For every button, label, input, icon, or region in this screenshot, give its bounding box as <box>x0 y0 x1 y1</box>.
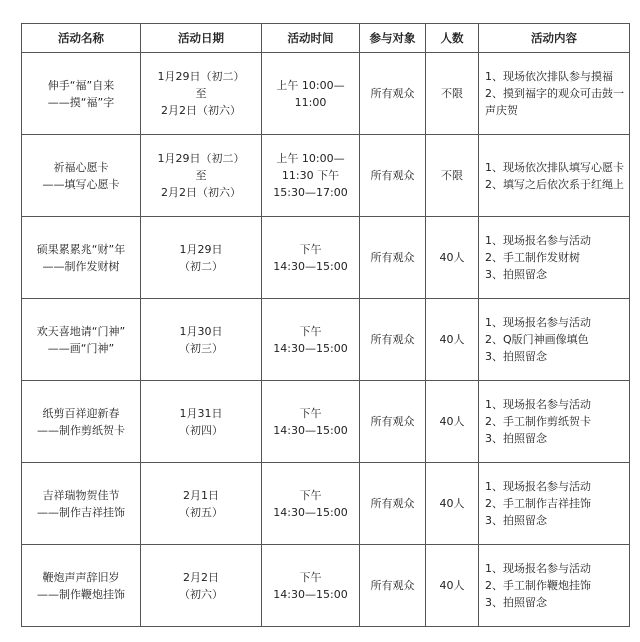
cell-activity-time-line: 下午 <box>299 406 322 420</box>
cell-content <box>479 135 630 217</box>
cell-activity-date-line: 1月31日 <box>179 406 223 420</box>
cell-activity-time <box>262 545 360 627</box>
cell-activity-date-line: 2月1日 <box>183 488 219 502</box>
cell-content <box>479 381 630 463</box>
cell-activity-name-line: ——制作剪纸贺卡 <box>37 423 125 437</box>
header-count: 人数 <box>426 24 479 53</box>
cell-activity-time <box>262 217 360 299</box>
cell-activity-name <box>22 53 141 135</box>
schedule-table-container <box>21 23 630 627</box>
table-header-row <box>22 24 630 53</box>
table-row <box>22 135 630 217</box>
cell-content-line: 2、填写之后依次系于红绳上 <box>485 177 624 191</box>
cell-activity-name-line: ——制作鞭炮挂饰 <box>37 587 125 601</box>
cell-content <box>479 545 630 627</box>
cell-content-line: 1、现场报名参与活动 <box>485 562 591 575</box>
cell-activity-date-line: 2月2日（初六） <box>161 186 241 199</box>
cell-activity-time-line: 下午 <box>299 242 322 256</box>
cell-activity-name <box>22 217 141 299</box>
cell-activity-time-line: 上午 10:00— <box>276 152 345 165</box>
cell-content-line: 3、拍照留念 <box>485 514 547 527</box>
cell-activity-date-line: （初六） <box>179 587 223 601</box>
cell-content-line: 3、拍照留念 <box>485 596 547 609</box>
header-activity-date: 活动日期 <box>141 24 262 53</box>
cell-activity-date-line: 1月30日 <box>179 324 223 338</box>
cell-audience: 所有观众 <box>360 217 426 299</box>
cell-count: 40人 <box>426 299 479 381</box>
cell-activity-date-line: （初四） <box>179 423 223 437</box>
cell-count: 不限 <box>426 53 479 135</box>
cell-activity-name-line: 欢天喜地请“门神” <box>36 324 126 338</box>
cell-audience: 所有观众 <box>360 299 426 381</box>
cell-activity-time-line: 11:00 <box>294 95 327 109</box>
cell-content <box>479 217 630 299</box>
cell-activity-name-line: ——制作吉祥挂饰 <box>37 505 125 519</box>
cell-activity-name-line: 硕果累累兆“财”年 <box>36 242 126 256</box>
cell-activity-time-line: 11:30 下午 <box>281 169 340 182</box>
cell-activity-date-line: （初三） <box>179 341 223 355</box>
cell-activity-time-line: 14:30—15:00 <box>273 259 348 273</box>
cell-activity-time-line: 下午 <box>299 324 322 338</box>
cell-activity-date-line: 至 <box>195 169 207 182</box>
cell-activity-time-line: 14:30—15:00 <box>273 423 348 437</box>
cell-audience: 所有观众 <box>360 135 426 217</box>
cell-content-line: 3、拍照留念 <box>485 268 547 281</box>
cell-content-line: 3、拍照留念 <box>485 350 547 363</box>
cell-activity-date-line: 2月2日（初六） <box>161 104 241 117</box>
cell-content-line: 2、摸到福字的观众可击鼓一 <box>485 87 624 100</box>
activity-schedule-table <box>21 23 630 627</box>
cell-audience: 所有观众 <box>360 53 426 135</box>
cell-content-line: 1、现场报名参与活动 <box>485 398 591 411</box>
cell-content <box>479 463 630 545</box>
cell-activity-name-line: 纸剪百祥迎新春 <box>42 406 120 420</box>
cell-activity-date-line: 1月29日（初二） <box>157 70 245 83</box>
cell-activity-name-line: 鞭炮声声辞旧岁 <box>42 570 120 584</box>
header-activity-name: 活动名称 <box>22 24 141 53</box>
table-row <box>22 217 630 299</box>
cell-activity-time-line: 下午 <box>299 488 322 502</box>
cell-activity-time <box>262 463 360 545</box>
cell-activity-name-line: ——画“门神” <box>47 341 115 355</box>
cell-content-line: 2、手工制作剪纸贺卡 <box>485 415 591 428</box>
header-content: 活动内容 <box>479 24 630 53</box>
cell-content <box>479 299 630 381</box>
cell-activity-name-line: 祈福心愿卡 <box>53 160 109 174</box>
cell-content-line: 1、现场依次排队参与摸福 <box>485 70 613 83</box>
cell-activity-name <box>22 135 141 217</box>
cell-audience: 所有观众 <box>360 463 426 545</box>
table-row <box>22 545 630 627</box>
cell-count: 40人 <box>426 217 479 299</box>
cell-activity-name-line: 伸手“福”自来 <box>47 78 115 92</box>
table-row <box>22 381 630 463</box>
header-activity-time: 活动时间 <box>262 24 360 53</box>
cell-activity-date <box>141 463 262 545</box>
cell-content-line: 2、手工制作鞭炮挂饰 <box>485 579 591 592</box>
cell-activity-time-line: 14:30—15:00 <box>273 505 348 519</box>
cell-activity-name <box>22 299 141 381</box>
cell-audience: 所有观众 <box>360 545 426 627</box>
cell-count: 40人 <box>426 545 479 627</box>
cell-content-line: 2、Q版门神画像填色 <box>485 333 589 346</box>
cell-activity-time-line: 14:30—15:00 <box>273 587 348 601</box>
cell-activity-time-line: 下午 <box>299 570 322 584</box>
cell-activity-name-line: ——填写心愿卡 <box>42 177 120 191</box>
cell-count: 40人 <box>426 381 479 463</box>
cell-activity-time <box>262 53 360 135</box>
table-row <box>22 53 630 135</box>
cell-count: 40人 <box>426 463 479 545</box>
cell-content-line: 1、现场报名参与活动 <box>485 316 591 329</box>
cell-activity-date <box>141 53 262 135</box>
cell-content-line: 1、现场报名参与活动 <box>485 234 591 247</box>
cell-activity-date <box>141 299 262 381</box>
cell-activity-date-line: （初二） <box>179 259 223 273</box>
cell-activity-date-line: 至 <box>195 87 207 100</box>
cell-activity-time <box>262 135 360 217</box>
cell-activity-time <box>262 381 360 463</box>
cell-content-line: 1、现场依次排队填写心愿卡 <box>485 160 624 174</box>
cell-content-line: 3、拍照留念 <box>485 432 547 445</box>
cell-activity-name <box>22 545 141 627</box>
cell-activity-time-line: 14:30—15:00 <box>273 341 348 355</box>
cell-activity-name <box>22 463 141 545</box>
cell-activity-name-line: ——摸“福”字 <box>47 95 115 109</box>
cell-activity-name-line: 吉祥瑞物贺佳节 <box>42 488 120 502</box>
table-row <box>22 299 630 381</box>
cell-content-line: 1、现场报名参与活动 <box>485 480 591 493</box>
cell-content-line: 2、手工制作发财树 <box>485 251 580 264</box>
cell-activity-date <box>141 545 262 627</box>
cell-activity-date-line: 1月29日（初二） <box>157 152 245 165</box>
cell-activity-date-line: 1月29日 <box>179 242 223 256</box>
header-audience: 参与对象 <box>360 24 426 53</box>
cell-content-line: 2、手工制作吉祥挂饰 <box>485 497 591 510</box>
cell-activity-date <box>141 135 262 217</box>
cell-activity-time-line: 上午 10:00— <box>276 78 345 92</box>
cell-audience: 所有观众 <box>360 381 426 463</box>
cell-content <box>479 53 630 135</box>
cell-activity-date-line: （初五） <box>179 505 223 519</box>
cell-count: 不限 <box>426 135 479 217</box>
cell-activity-date-line: 2月2日 <box>183 570 219 584</box>
cell-activity-date <box>141 217 262 299</box>
cell-activity-name <box>22 381 141 463</box>
cell-activity-date <box>141 381 262 463</box>
cell-activity-name-line: ——制作发财树 <box>42 259 120 273</box>
table-row <box>22 463 630 545</box>
cell-activity-time-line: 15:30—17:00 <box>273 186 348 199</box>
cell-activity-time <box>262 299 360 381</box>
cell-content-line: 声庆贺 <box>485 104 518 117</box>
